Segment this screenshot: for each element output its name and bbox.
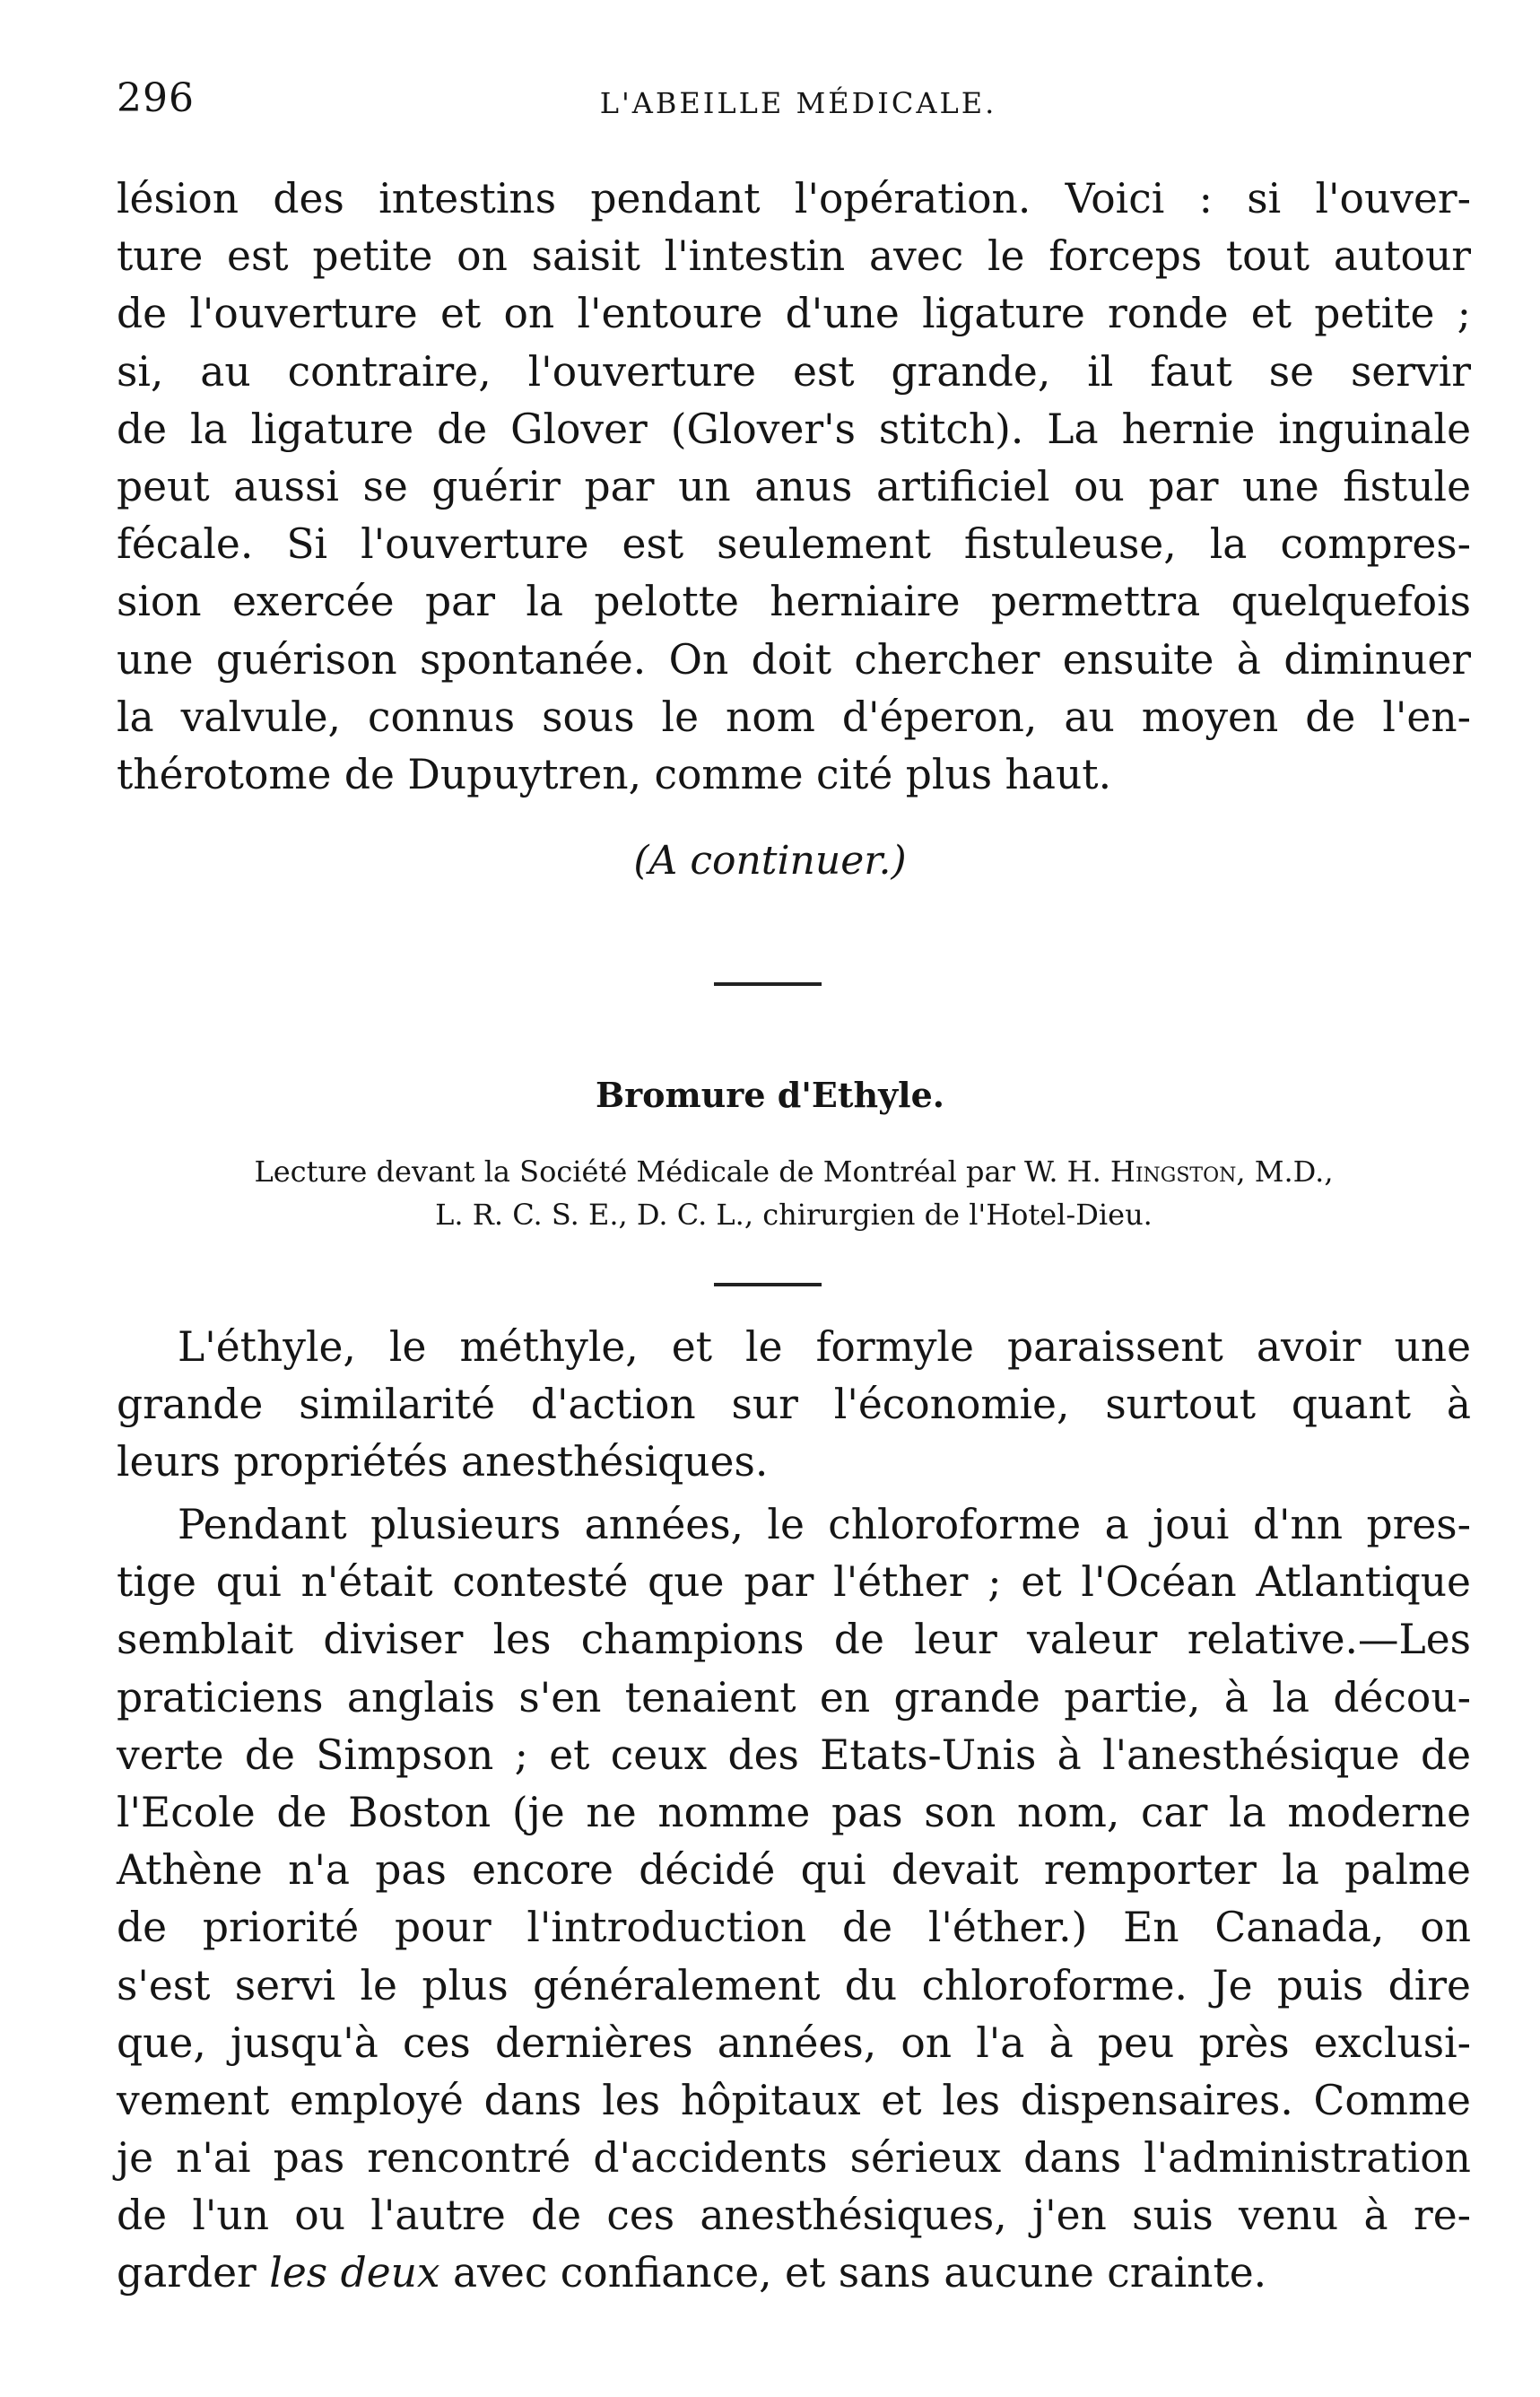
text-line: Pendant plusieurs années, le chloroforme a joui d'nn pres- [178,1501,1471,1548]
byline-line-1: Lecture devant la Société Médicale de Montréal par W. H. Hingston, M.D., [254,1155,1334,1189]
page-number: 296 [117,75,195,121]
text-line: de l'ouverture et on l'entoure d'une ligature ronde et petite ; [117,290,1471,338]
text-line: peut aussi se guérir par un anus artificiel ou par une fistule [117,462,1471,510]
text-line: de l'un ou l'autre de ces anesthésiques, j'en suis venu à re- [117,2192,1471,2240]
article-paragraph-2 [117,1496,1471,2303]
text-line: thérotome de Dupuytren, comme cité plus haut. [117,750,1112,798]
running-title: L'ABEILLE MÉDICALE. [599,86,997,120]
text-line: Athène n'a pas encore décidé qui devait remporter la palme [117,1846,1471,1895]
text-line: fécale. Si l'ouverture est seulement fistuleuse, la compres- [117,520,1471,569]
article-byline [112,1150,1475,1236]
text-line: tige qui n'était contesté que par l'éther ; et l'Océan Atlantique [117,1558,1471,1607]
text-line: que, jusqu'à ces dernières années, on l'a à peu près exclusi- [117,2018,1471,2067]
byline-line-2: L. R. C. S. E., D. C. L., chirurgien de l'Hotel-Dieu. [435,1198,1153,1232]
text-line: l'Ecole de Boston (je ne nomme pas son nom, car la moderne [117,1788,1471,1836]
text-line: une guérison spontanée. On doit chercher ensuite à diminuer [117,635,1471,684]
text-line: leurs propriétés anesthésiques. [117,1438,769,1486]
article-paragraph-1 [117,1319,1471,1492]
emphasis: les deux [269,2249,440,2297]
section-divider [714,982,822,986]
text-line: lésion des intestins pendant l'opération. Voici : si l'ouver- [117,175,1471,222]
text-line: la valvule, connus sous le nom d'éperon, au moyen de l'en- [117,693,1471,741]
text-line: de priorité pour l'introduction de l'éther.) En Canada, on [117,1904,1471,1952]
text-line: semblait diviser les champions de leur valeur relative.—Les [117,1616,1471,1664]
text-line: vement employé dans les hôpitaux et les dispensaires. Comme [117,2076,1471,2124]
continued-text-block [117,170,1471,804]
byline-divider [714,1283,822,1286]
text-line: ture est petite on saisit l'intestin avec le forceps tout autour [117,232,1471,281]
text-line: je n'ai pas rencontré d'accidents sérieux dans l'administration [117,2134,1471,2183]
author-name: Hingston [1109,1155,1237,1189]
text-line: grande similarité d'action sur l'économie, surtout quant à [117,1381,1471,1429]
continuation-note: (A continuer.) [633,838,907,884]
text-line-final: garder les deux avec confiance, et sans aucune crainte. [117,2249,1267,2297]
page-header [117,75,1480,138]
text-line: de la ligature de Glover (Glover's stitch). La hernie inguinale [117,405,1471,453]
article-title: Bromure d'Ethyle. [595,1075,945,1115]
text-line: s'est servi le plus généralement du chloroforme. Je puis dire [117,1961,1471,2009]
text-line: sion exercée par la pelotte herniaire permettra quelquefois [117,578,1471,626]
text-line: verte de Simpson ; et ceux des Etats-Unis à l'anesthésique de [117,1730,1471,1779]
text-line: L'éthyle, le méthyle, et le formyle paraissent avoir une [178,1323,1471,1371]
text-line: si, au contraire, l'ouverture est grande, il faut se servir [117,347,1471,396]
text-line: praticiens anglais s'en tenaient en grande partie, à la décou- [117,1673,1471,1721]
